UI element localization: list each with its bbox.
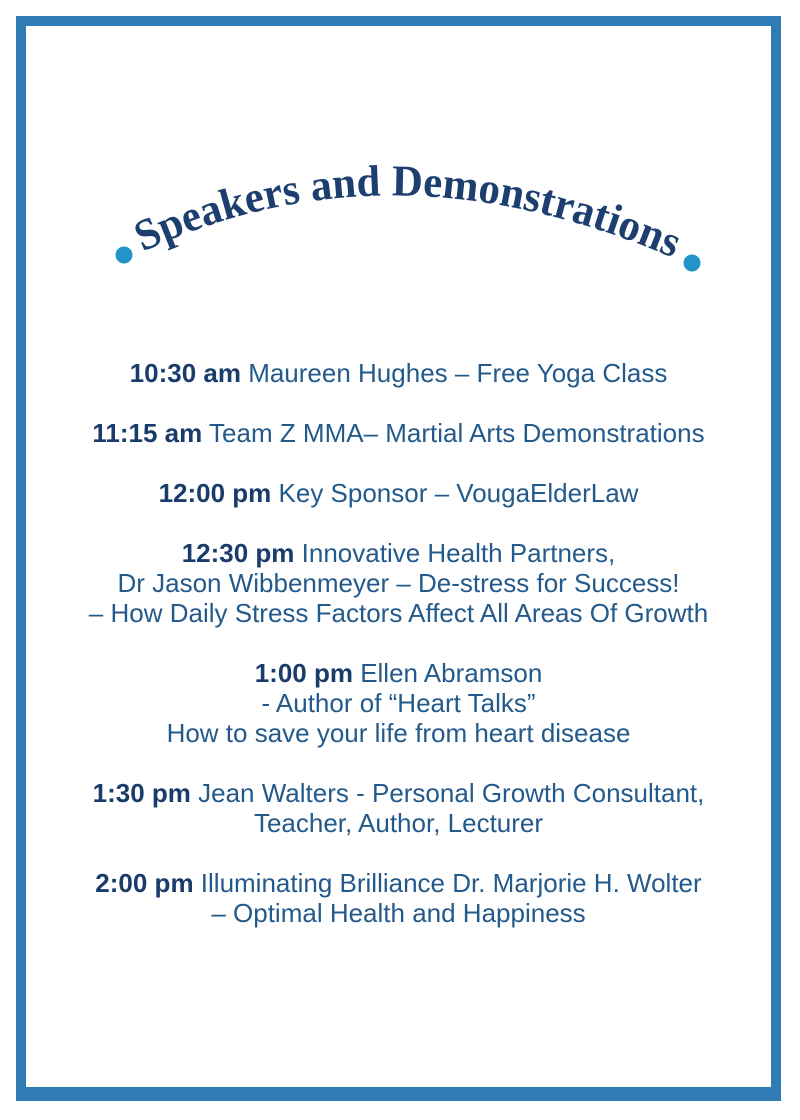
event-block (36, 358, 761, 388)
schedule (26, 358, 771, 928)
event-time: 1:30 pm (92, 778, 191, 808)
page-title: Speakers and Demonstrations (126, 156, 689, 268)
page-frame (16, 16, 781, 1101)
event-block (36, 868, 761, 928)
event-line: - Author of “Heart Talks” (261, 688, 536, 718)
event-block (36, 658, 761, 748)
event-block (36, 778, 761, 838)
event-line: Teacher, Author, Lecturer (253, 808, 544, 838)
event-line: Illuminating Brilliance Dr. Marjorie H. Wolter (193, 868, 702, 898)
event-time: 1:00 pm (254, 658, 353, 688)
event-time: 2:00 pm (95, 868, 194, 898)
event-time: 11:15 am (92, 418, 203, 448)
event-line: – Optimal Health and Happiness (211, 898, 586, 928)
event-time: 12:00 pm (158, 478, 272, 508)
event-block (36, 478, 761, 508)
event-line: Innovative Health Partners, (294, 538, 616, 568)
event-line: – How Daily Stress Factors Affect All Areas Of Growth (88, 598, 709, 628)
event-line: Maureen Hughes – Free Yoga Class (240, 358, 668, 388)
title-dot-left-icon (116, 247, 133, 264)
event-time: 12:30 pm (181, 538, 295, 568)
event-block (36, 418, 761, 448)
event-line: Team Z MMA– Martial Arts Demonstrations (202, 418, 705, 448)
event-line: How to save your life from heart disease (166, 718, 631, 748)
event-block (36, 538, 761, 628)
event-time: 10:30 am (129, 358, 241, 388)
title-arc (26, 26, 774, 340)
event-line: Key Sponsor – VougaElderLaw (271, 478, 639, 508)
event-line: Ellen Abramson (352, 658, 543, 688)
title-dot-right-icon (684, 255, 701, 272)
event-line: Dr Jason Wibbenmeyer – De-stress for Success! (117, 568, 680, 598)
event-line: Jean Walters - Personal Growth Consultant, (190, 778, 705, 808)
